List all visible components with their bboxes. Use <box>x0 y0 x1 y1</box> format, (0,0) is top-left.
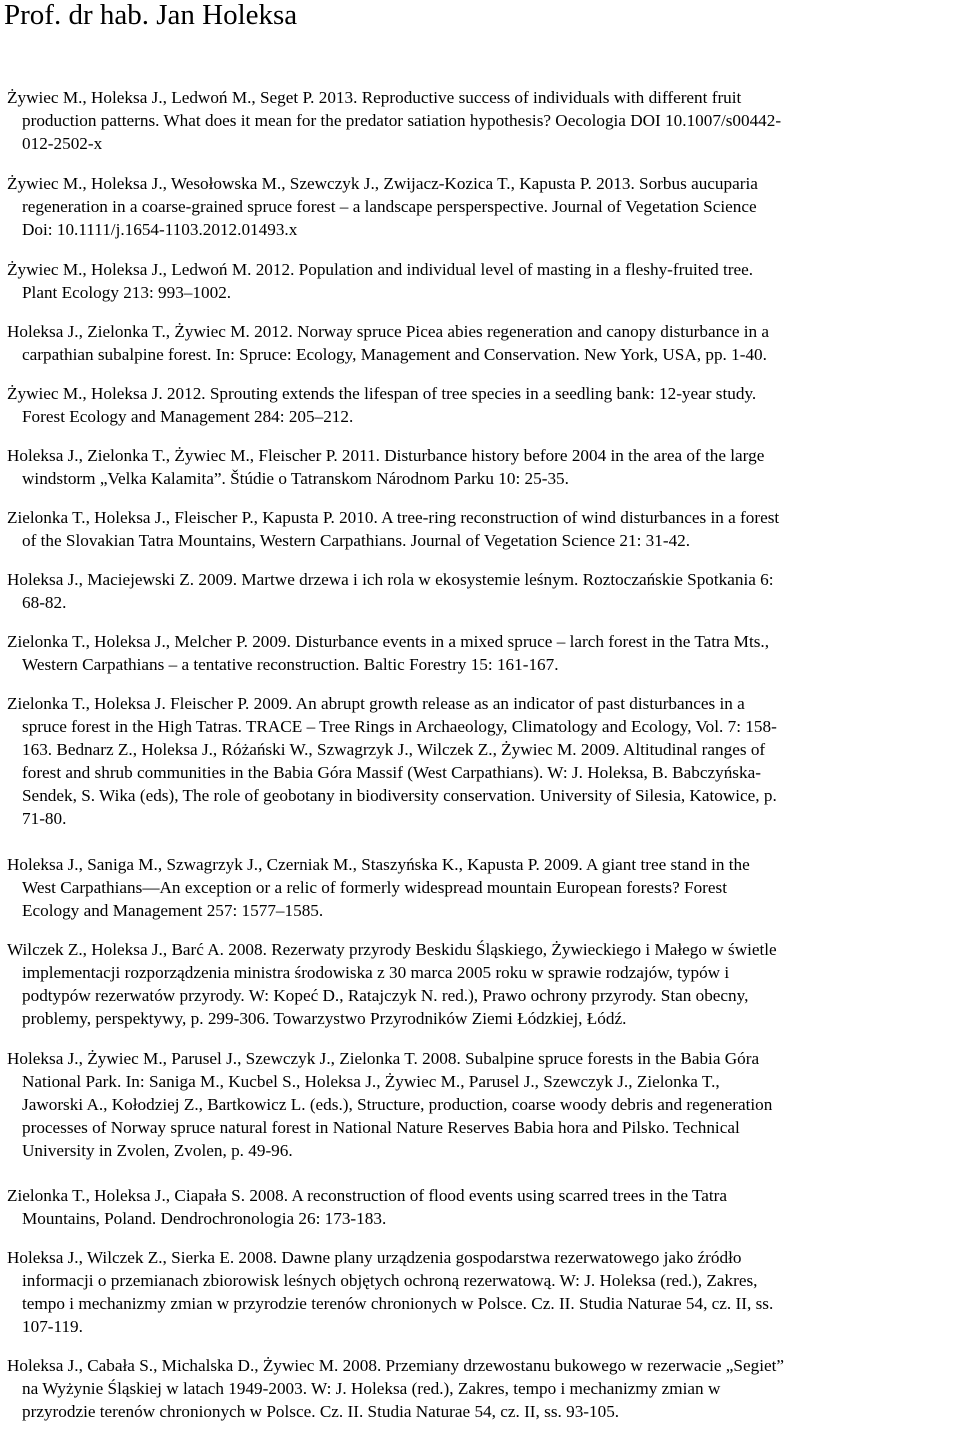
entry-line: Holeksa J., Zielonka T., Żywiec M., Fleischer P. 2011. Disturbance history before 2004 in the area of the large <box>7 446 765 465</box>
publication-entry <box>7 1246 773 1338</box>
entry-line: production patterns. What does it mean for the predator satiation hypothesis? Oecologia DOI 10.1007/s00442- <box>22 111 782 130</box>
entry-line: Żywiec M., Holeksa J. 2012. Sprouting extends the lifespan of tree species in a seedling bank: 12-year study. <box>7 384 757 403</box>
publication-entry <box>7 320 769 366</box>
entry-line: spruce forest in the High Tatras. TRACE – Tree Rings in Archaeology, Climatology and Ecology, Vol. 7: 158- <box>22 717 777 736</box>
entry-line: Doi: 10.1111/j.1654-1103.2012.01493.x <box>22 220 298 239</box>
entry-line: 107-119. <box>22 1317 83 1336</box>
entry-line: Ecology and Management 257: 1577–1585. <box>22 901 324 920</box>
entry-line: tempo i mechanizmy zmian w przyrodzie terenów chronionych w Polsce. Cz. II. Studia Naturae 54, cz. II, ss. <box>22 1294 774 1313</box>
entry-line: forest and shrub communities in the Babia Góra Massif (West Carpathians). W: J. Holeksa, B. Babczyńska- <box>22 763 761 782</box>
entry-line: 71-80. <box>22 809 67 828</box>
entry-line: Zielonka T., Holeksa J., Fleischer P., Kapusta P. 2010. A tree-ring reconstruction of wind disturbances in a forest <box>7 508 780 527</box>
publication-entry <box>7 258 753 304</box>
entry-line: Plant Ecology 213: 993–1002. <box>22 283 232 302</box>
entry-line: problemy, perspektywy, p. 299-306. Towarzystwo Przyrodników Ziemi Łódzkiej, Łódź. <box>22 1009 627 1028</box>
entry-line: Holeksa J., Saniga M., Szwagrzyk J., Czerniak M., Staszyńska K., Kapusta P. 2009. A giant tree stand in the <box>7 855 750 874</box>
entry-line: Holeksa J., Żywiec M., Parusel J., Szewczyk J., Zielonka T. 2008. Subalpine spruce forests in the Babia Góra <box>7 1049 760 1068</box>
entry-line: Wilczek Z., Holeksa J., Barć A. 2008. Rezerwaty przyrody Beskidu Śląskiego, Żywieckiego i Małego w świetle <box>7 940 777 959</box>
publication-entry <box>7 1354 784 1423</box>
publication-entry <box>7 938 777 1030</box>
publication-entry <box>7 506 779 552</box>
publication-entry <box>7 444 764 490</box>
entry-line: of the Slovakian Tatra Mountains, Western Carpathians. Journal of Vegetation Science 21: 31-42. <box>22 531 691 550</box>
entry-line: University in Zvolen, Zvolen, p. 49-96. <box>22 1141 293 1160</box>
entry-line: 163. Bednarz Z., Holeksa J., Różański W., Szwagrzyk J., Wilczek Z., Żywiec M. 2009. Altitudinal ranges of <box>22 740 766 759</box>
entry-line: implementacji rozporządzenia ministra środowiska z 30 marca 2005 roku w sprawie rodzajów, typów i <box>22 963 730 982</box>
entry-line: Holeksa J., Wilczek Z., Sierka E. 2008. Dawne plany urządzenia gospodarstwa rezerwatowego jako źródło <box>7 1248 742 1267</box>
entry-line: Holeksa J., Maciejewski Z. 2009. Martwe drzewa i ich rola w ekosystemie leśnym. Roztoczańskie Spotkania 6: <box>7 570 774 589</box>
entry-line: Forest Ecology and Management 284: 205–212. <box>22 407 354 426</box>
entry-line: National Park. In: Saniga M., Kucbel S., Holeksa J., Żywiec M., Parusel J., Szewczyk J., Zielonka T., <box>22 1072 720 1091</box>
publication-entry <box>7 692 777 830</box>
entry-line: informacji o przemianach zbiorowisk leśnych objętych ochroną rezerwatową. W: J. Holeksa (red.), Zakres, <box>22 1271 758 1290</box>
entry-line: regeneration in a coarse-grained spruce forest – a landscape persperspective. Journal of Vegetation Science <box>22 197 757 216</box>
entry-line: podtypów rezerwatów przyrody. W: Kopeć D., Ratajczyk N. red.), Prawo ochrony przyrody. Stan obecny, <box>22 986 749 1005</box>
entry-line: processes of Norway spruce natural forest in National Nature Reserves Babia hora and Pilsko. Technical <box>22 1118 740 1137</box>
entry-line: Żywiec M., Holeksa J., Ledwoń M. 2012. Population and individual level of masting in a fleshy-fruited tree. <box>7 260 754 279</box>
entry-line: West Carpathians—An exception or a relic of formerly widespread mountain European forests? Forest <box>22 878 727 897</box>
publication-entry <box>7 382 756 428</box>
publication-entry <box>7 630 769 676</box>
entry-line: Zielonka T., Holeksa J., Ciapała S. 2008. A reconstruction of flood events using scarred trees in the Tatra <box>7 1186 728 1205</box>
entry-line: Mountains, Poland. Dendrochronologia 26: 173-183. <box>22 1209 387 1228</box>
publication-entry <box>7 1184 727 1230</box>
entry-line: Holeksa J., Cabała S., Michalska D., Żywiec M. 2008. Przemiany drzewostanu bukowego w rezerwacie „Segiet” <box>7 1356 785 1375</box>
entry-line: 68-82. <box>22 593 67 612</box>
publication-entry <box>7 568 774 614</box>
entry-line: Sendek, S. Wika (eds), The role of geobotany in biodiversity conservation. University of Silesia, Katowice, p. <box>22 786 777 805</box>
entry-line: carpathian subalpine forest. In: Spruce: Ecology, Management and Conservation. New York, USA, pp. 1-40. <box>22 345 767 364</box>
entry-line: Żywiec M., Holeksa J., Wesołowska M., Szewczyk J., Zwijacz-Kozica T., Kapusta P. 2013. Sorbus aucuparia <box>7 174 758 193</box>
publication-entry <box>7 853 750 922</box>
entry-line: 012-2502-x <box>22 134 103 153</box>
entry-line: Holeksa J., Zielonka T., Żywiec M. 2012. Norway spruce Picea abies regeneration and canopy disturbance in a <box>7 322 770 341</box>
page-title: Prof. dr hab. Jan Holeksa <box>4 0 298 31</box>
entry-line: windstorm „Velka Kalamita”. Štúdie o Tatranskom Národnom Parku 10: 25-35. <box>22 469 569 488</box>
entry-line: na Wyżynie Śląskiej w latach 1949-2003. W: J. Holeksa (red.), Zakres, tempo i mechanizmy zmian w <box>22 1379 721 1398</box>
entry-line: Żywiec M., Holeksa J., Ledwoń M., Seget P. 2013. Reproductive success of individuals with different fruit <box>7 88 742 107</box>
entry-line: Jaworski A., Kołodziej Z., Bartkowicz L. (eds.), Structure, production, coarse woody debris and regeneration <box>22 1095 773 1114</box>
entry-line: Zielonka T., Holeksa J. Fleischer P. 2009. An abrupt growth release as an indicator of past disturbances in a <box>7 694 745 713</box>
publication-entry <box>7 86 781 155</box>
entry-line: Zielonka T., Holeksa J., Melcher P. 2009. Disturbance events in a mixed spruce – larch forest in the Tatra Mts., <box>7 632 770 651</box>
entry-line: Western Carpathians – a tentative reconstruction. Baltic Forestry 15: 161-167. <box>22 655 559 674</box>
publication-entry <box>7 172 758 241</box>
entry-line: przyrodzie terenów chronionych w Polsce. Cz. II. Studia Naturae 54, cz. II, ss. 93-105. <box>22 1402 620 1421</box>
publication-entry <box>7 1047 772 1162</box>
